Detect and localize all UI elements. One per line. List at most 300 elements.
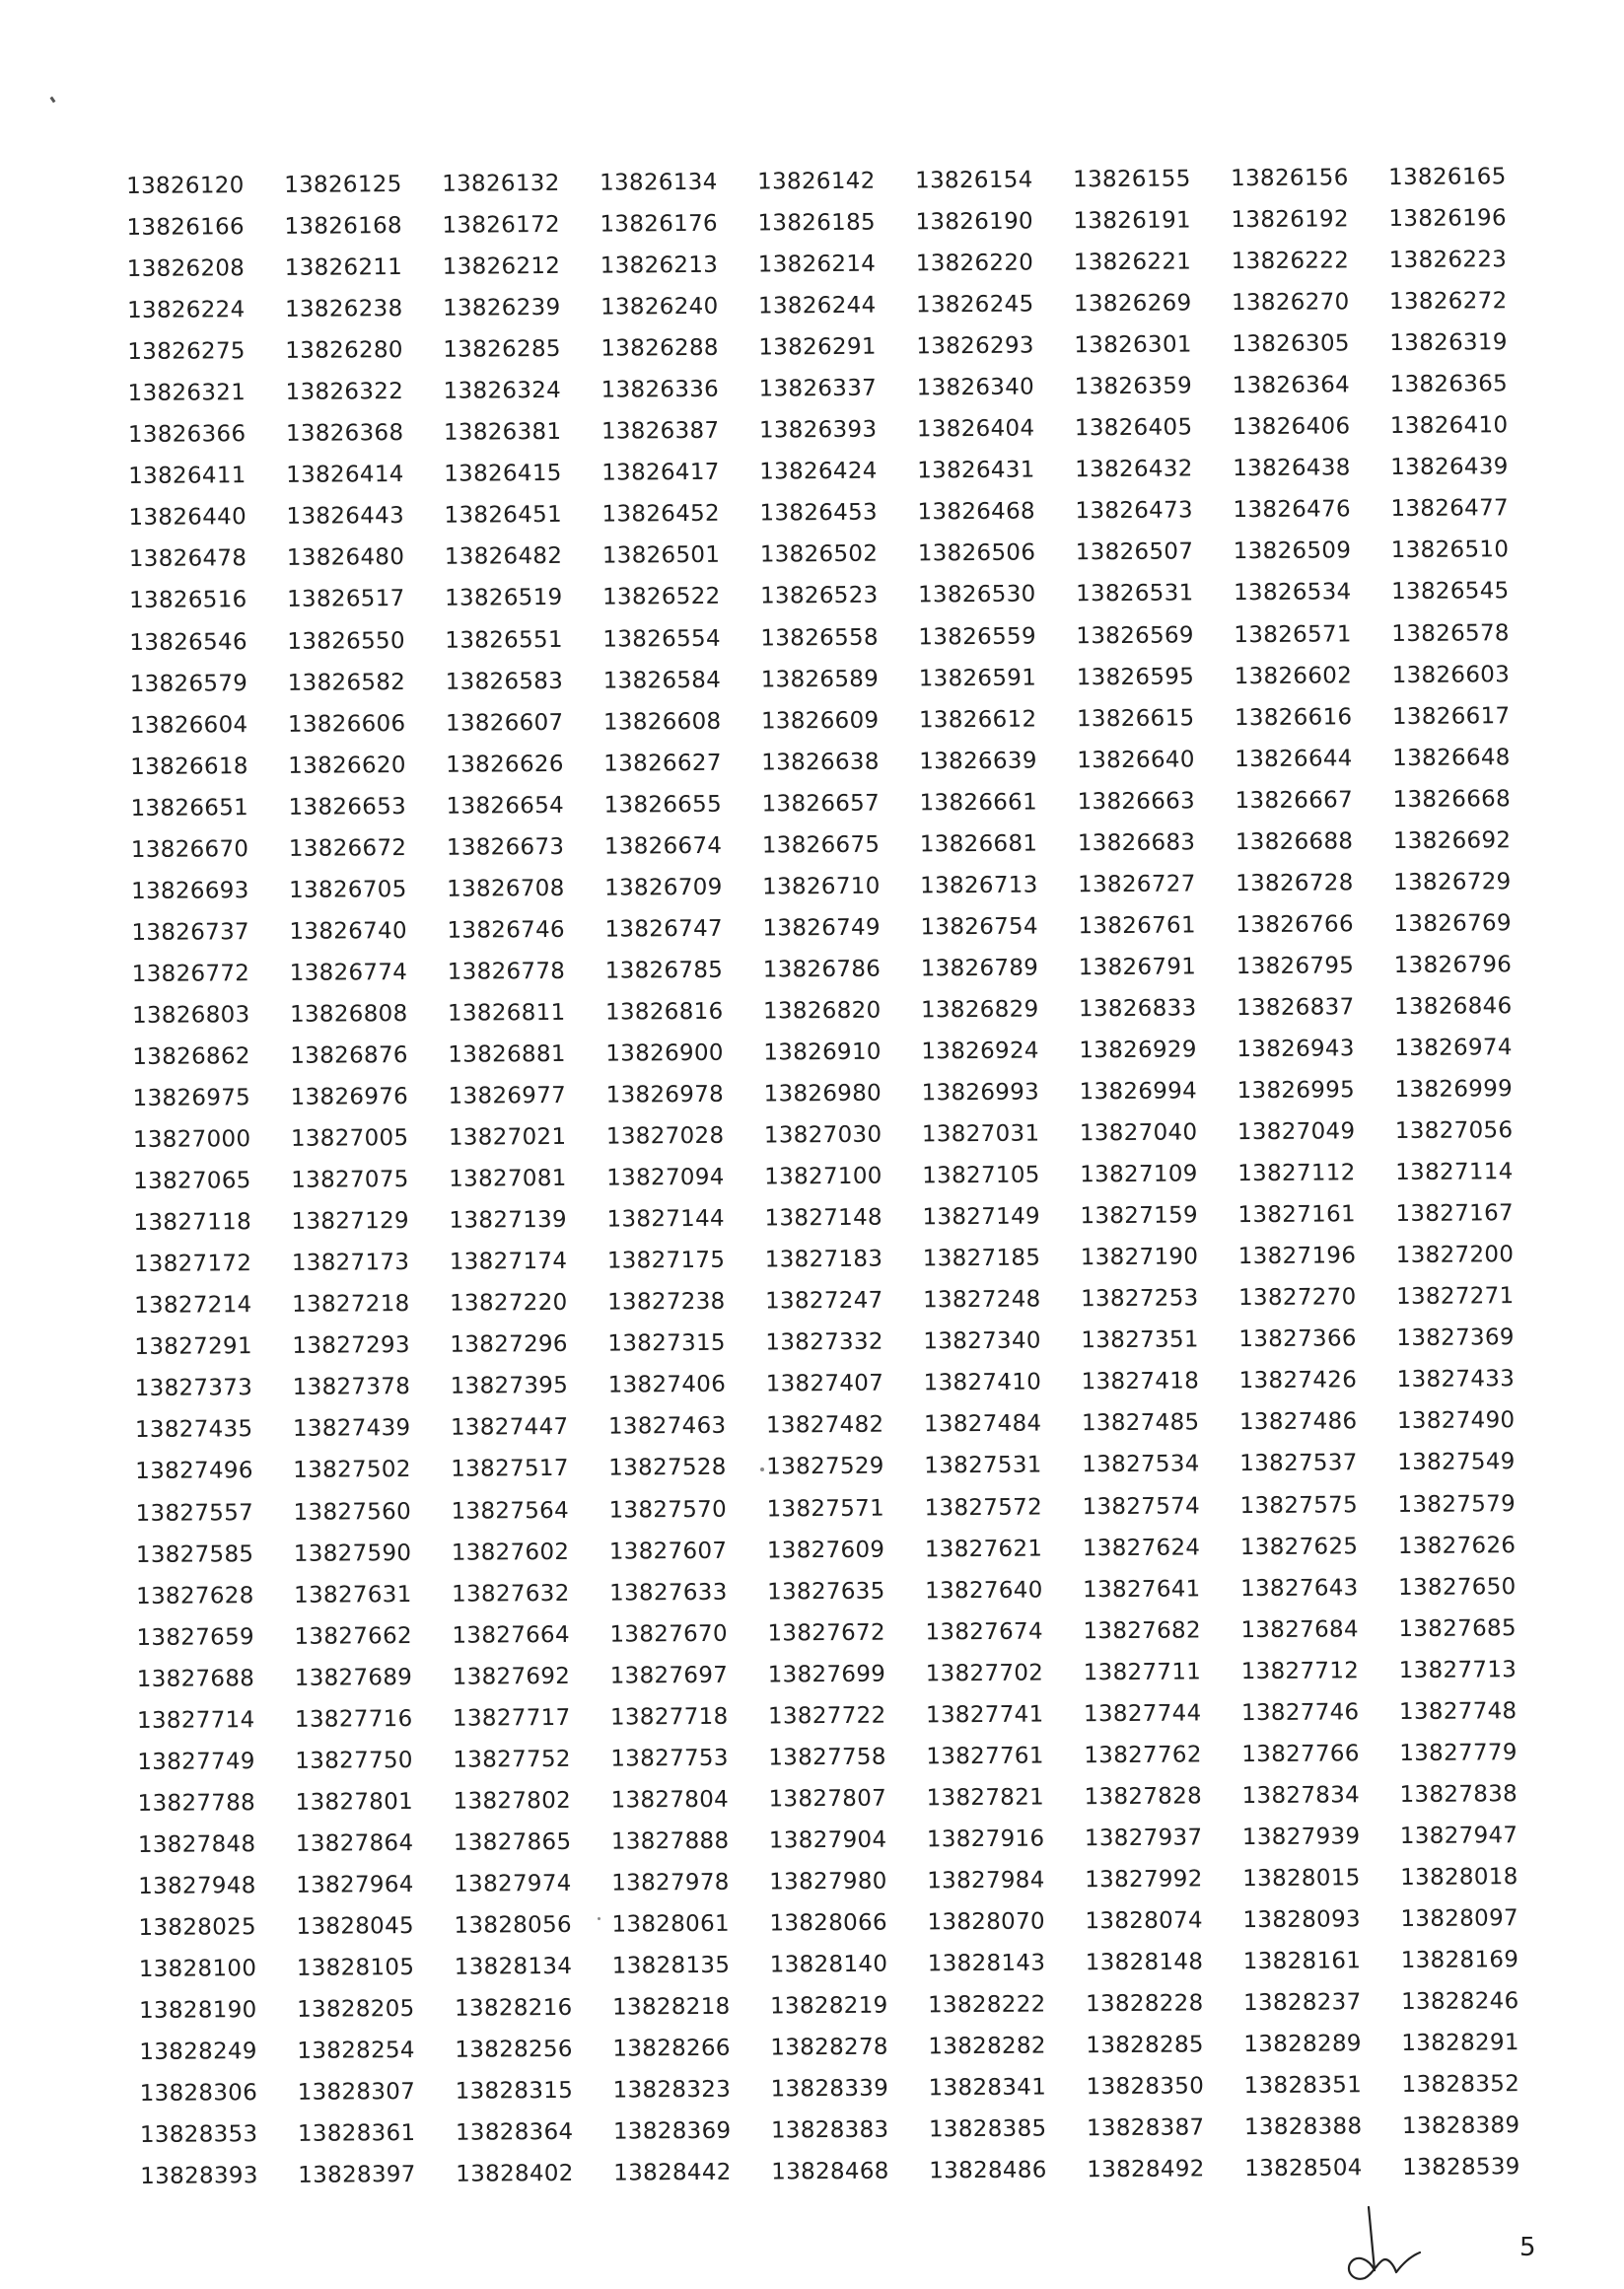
table-cell: 13826272: [1388, 288, 1508, 316]
table-cell: 13826648: [1392, 744, 1511, 771]
table-cell: 13827161: [1237, 1201, 1357, 1229]
table-cell: 13826785: [604, 957, 724, 984]
table-cell: 13827621: [924, 1536, 1043, 1562]
table-cell: 13827270: [1237, 1284, 1357, 1312]
table-cell: 13827490: [1396, 1407, 1516, 1435]
scan-speck: [598, 1917, 600, 1920]
table-cell: 13827439: [292, 1415, 411, 1443]
table-cell: 13828383: [770, 2116, 889, 2144]
table-cell: 13826208: [126, 255, 246, 283]
table-cell: 13826406: [1232, 413, 1351, 441]
table-cell: 13826510: [1390, 536, 1510, 564]
table-cell: 13827650: [1398, 1573, 1517, 1601]
table-cell: 13826190: [915, 208, 1033, 236]
table-cell: 13826811: [447, 999, 566, 1027]
table-cell: 13827664: [452, 1621, 570, 1649]
table-cell: 13826240: [600, 293, 719, 321]
table-cell: 13828341: [928, 2074, 1047, 2102]
table-cell: 13827948: [138, 1873, 256, 1899]
table-cell: 13826280: [285, 337, 403, 365]
table-cell: 13827717: [452, 1704, 571, 1732]
table-cell: 13826431: [917, 457, 1035, 484]
table-cell: 13827105: [922, 1162, 1040, 1189]
table-cell: 13826473: [1075, 497, 1194, 525]
table-cell: 13826975: [132, 1085, 251, 1112]
table-cell: 13827888: [610, 1827, 730, 1855]
table-cell: 13827748: [1398, 1697, 1518, 1725]
signature-mark: [1311, 2199, 1440, 2289]
table-cell: 13827517: [451, 1456, 569, 1483]
table-cell: 13826269: [1073, 290, 1192, 318]
table-cell: 13827118: [133, 1209, 252, 1237]
table-cell: 13826663: [1077, 788, 1196, 816]
table-cell: 13826640: [1077, 747, 1195, 773]
table-cell: 13827426: [1238, 1367, 1358, 1395]
table-cell: 13826417: [601, 460, 720, 486]
scan-mark: [50, 97, 56, 104]
table-cell: 13826337: [758, 375, 878, 402]
table-cell: 13828056: [454, 1911, 573, 1939]
table-cell: 13828074: [1085, 1907, 1204, 1935]
table-cell: 13826134: [600, 169, 718, 196]
table-cell: 13827406: [607, 1372, 727, 1398]
table-cell: 13826651: [130, 794, 249, 822]
table-cell: 13827575: [1239, 1491, 1359, 1519]
table-cell: 13826582: [287, 669, 406, 696]
table-cell: 13827631: [294, 1581, 412, 1609]
table-cell: 13827762: [1084, 1742, 1202, 1769]
table-cell: 13827804: [610, 1786, 730, 1814]
table-cell: 13826558: [760, 624, 879, 652]
table-cell: 13826415: [444, 461, 562, 488]
table-cell: 13826245: [915, 291, 1034, 319]
table-cell: 13827662: [294, 1622, 412, 1650]
table-cell: 13828100: [138, 1956, 257, 1982]
table-cell: 13827712: [1240, 1658, 1360, 1684]
table-cell: 13827641: [1083, 1576, 1201, 1603]
table-cell: 13826616: [1234, 703, 1353, 731]
table-cell: 13826688: [1235, 828, 1354, 855]
table-cell: 13827766: [1241, 1741, 1360, 1767]
table-cell: 13826125: [284, 172, 402, 198]
table-cell: 13826808: [289, 1000, 408, 1028]
table-cell: 13826993: [921, 1079, 1040, 1107]
table-cell: 13826603: [1391, 661, 1511, 688]
table-cell: 13826554: [602, 625, 721, 653]
table-cell: 13828205: [296, 1996, 415, 2023]
table-cell: 13826559: [918, 623, 1036, 650]
table-cell: 13827114: [1395, 1159, 1514, 1186]
table-cell: 13826607: [445, 709, 564, 737]
table-cell: 13827185: [922, 1245, 1041, 1272]
table-cell: 13827685: [1398, 1614, 1517, 1642]
table-cell: 13826977: [448, 1082, 567, 1109]
table-cell: 13826929: [1079, 1037, 1197, 1064]
table-cell: 13826439: [1390, 454, 1509, 481]
table-cell: 13827291: [134, 1333, 252, 1361]
table-cell: 13828070: [927, 1908, 1046, 1936]
table-cell: 13826881: [448, 1040, 566, 1068]
table-cell: 13827741: [925, 1701, 1044, 1729]
table-cell: 13828315: [455, 2078, 574, 2105]
table-cell: 13827939: [1241, 1824, 1361, 1851]
table-cell: 13826393: [758, 416, 878, 444]
table-cell: 13828169: [1400, 1947, 1519, 1974]
table-cell: 13826900: [605, 1039, 724, 1067]
table-cell: 13826507: [1075, 538, 1194, 566]
table-cell: 13826404: [916, 415, 1035, 443]
table-cell: 13828307: [297, 2079, 416, 2107]
table-cell: 13826924: [921, 1037, 1039, 1065]
table-cell: 13826766: [1236, 911, 1354, 939]
table-cell: 13827529: [766, 1454, 884, 1480]
table-cell: 13827801: [295, 1788, 414, 1816]
table-cell: 13826778: [447, 958, 566, 985]
table-cell: 13826595: [1076, 664, 1195, 690]
table-cell: 13827746: [1240, 1699, 1360, 1726]
table-cell: 13826837: [1236, 994, 1355, 1022]
table-cell: 13828093: [1242, 1906, 1362, 1934]
table-cell: 13828222: [927, 1991, 1046, 2019]
table-cell: 13827056: [1394, 1117, 1514, 1145]
table-cell: 13826453: [759, 500, 879, 527]
table-cell: 13827834: [1241, 1782, 1361, 1809]
table-cell: 13827167: [1395, 1200, 1515, 1228]
table-cell: 13828289: [1243, 2031, 1362, 2058]
table-cell: 13826862: [132, 1043, 250, 1070]
table-cell: 13826214: [757, 250, 877, 278]
table-cell: 13828246: [1400, 1988, 1519, 2016]
table-cell: 13826516: [128, 587, 247, 614]
table-cell: 13828066: [769, 1909, 888, 1937]
table-cell: 13827435: [134, 1416, 253, 1444]
table-cell: 13828402: [456, 2161, 574, 2187]
table-cell: 13826424: [759, 459, 878, 485]
table-cell: 13826705: [289, 876, 407, 903]
table-cell: 13827560: [293, 1498, 412, 1526]
table-cell: 13828061: [611, 1910, 731, 1938]
table-cell: 13827688: [136, 1665, 255, 1692]
table-cell: 13826223: [1388, 247, 1508, 274]
table-cell: 13826670: [130, 835, 249, 863]
table-cell: 13828105: [296, 1955, 415, 1981]
table-cell: 13826443: [286, 503, 405, 531]
table-cell: 13828134: [454, 1953, 573, 1980]
table-cell: 13827585: [135, 1540, 254, 1568]
table-cell: 13827144: [606, 1205, 726, 1233]
table-cell: 13828140: [769, 1951, 888, 1978]
table-cell: 13826816: [604, 998, 724, 1026]
table-cell: 13826639: [919, 748, 1037, 775]
table-cell: 13827369: [1396, 1324, 1515, 1352]
table-cell: 13826674: [603, 832, 723, 860]
table-cell: 13828266: [612, 2035, 731, 2062]
table-cell: 13826502: [759, 541, 879, 568]
table-cell: 13827632: [452, 1580, 570, 1608]
table-cell: 13827557: [135, 1499, 254, 1527]
table-cell: 13826803: [131, 1002, 250, 1029]
table-cell: 13826761: [1078, 912, 1196, 940]
table-cell: 13826727: [1078, 871, 1196, 898]
table-cell: 13827609: [766, 1537, 885, 1564]
table-cell: 13826754: [920, 913, 1038, 941]
table-cell: 13827713: [1398, 1656, 1518, 1683]
table-cell: 13827196: [1237, 1243, 1357, 1270]
table-cell: 13827528: [608, 1455, 727, 1482]
table-cell: 13827590: [293, 1539, 412, 1567]
table-cell: 13827807: [768, 1785, 887, 1813]
table-cell: 13826796: [1393, 952, 1513, 978]
table-cell: 13827315: [607, 1330, 726, 1357]
table-cell: 13827549: [1397, 1449, 1516, 1476]
table-cell: 13828385: [928, 2115, 1047, 2143]
table-cell: 13826305: [1232, 330, 1350, 358]
table-cell: 13827711: [1083, 1659, 1202, 1685]
table-cell: 13827040: [1079, 1119, 1198, 1147]
table-cell: 13828387: [1086, 2114, 1205, 2142]
table-cell: 13826627: [603, 750, 722, 777]
table-cell: 13827005: [290, 1125, 409, 1152]
table-cell: 13827674: [925, 1618, 1043, 1646]
table-cell: 13826132: [442, 170, 560, 197]
table-cell: 13826438: [1233, 455, 1351, 482]
table-cell: 13826976: [290, 1084, 409, 1110]
table-cell: 13827238: [606, 1289, 726, 1316]
table-cell: 13827175: [606, 1248, 726, 1274]
table-cell: 13826154: [915, 167, 1033, 194]
number-table: [126, 156, 1560, 2197]
table-cell: 13826166: [126, 214, 245, 242]
table-cell: 13826713: [920, 872, 1038, 899]
table-cell: 13827049: [1236, 1118, 1356, 1146]
table-row: [140, 2146, 1560, 2197]
table-cell: 13827148: [764, 1204, 883, 1232]
table-cell: 13826747: [604, 915, 723, 943]
table-cell: 13827100: [764, 1163, 883, 1190]
table-cell: 13828442: [613, 2160, 732, 2186]
table-cell: 13826238: [284, 296, 403, 323]
table-cell: 13827692: [452, 1663, 571, 1690]
table-cell: 13827607: [608, 1538, 728, 1565]
table-cell: 13827916: [926, 1825, 1045, 1853]
table-cell: 13826142: [757, 168, 876, 195]
table-cell: 13827112: [1237, 1160, 1356, 1187]
table-cell: 13826293: [916, 332, 1034, 360]
table-cell: 13827065: [133, 1168, 251, 1195]
table-cell: 13827021: [448, 1124, 567, 1151]
table-cell: 13826786: [762, 956, 882, 983]
page-number: 5: [1519, 2233, 1536, 2262]
table-cell: 13827980: [769, 1868, 887, 1896]
table-cell: 13826440: [128, 504, 247, 532]
table-cell: 13827173: [291, 1250, 410, 1277]
table-cell: 13827752: [453, 1746, 571, 1773]
table-cell: 13827602: [451, 1538, 570, 1566]
table-cell: 13827659: [136, 1623, 254, 1651]
table-cell: 13827579: [1397, 1490, 1517, 1518]
table-cell: 13826974: [1394, 1035, 1513, 1062]
table-cell: 13826644: [1235, 746, 1353, 772]
table-cell: 13827628: [136, 1582, 254, 1609]
table-cell: 13826668: [1392, 785, 1512, 813]
table-cell: 13826681: [919, 830, 1038, 858]
table-cell: 13826943: [1236, 1036, 1355, 1063]
table-cell: 13828388: [1243, 2113, 1363, 2141]
table-cell: 13826301: [1074, 331, 1192, 359]
table-cell: 13826221: [1073, 249, 1192, 276]
table-cell: 13828216: [454, 1994, 573, 2022]
table-cell: 13826451: [444, 502, 563, 530]
table-cell: 13826501: [601, 542, 721, 570]
table-cell: 13827463: [607, 1413, 727, 1441]
table-cell: 13827684: [1240, 1615, 1359, 1643]
table-cell: 13826405: [1074, 414, 1193, 442]
table-cell: 13828161: [1242, 1948, 1362, 1975]
table-cell: 13827028: [605, 1122, 725, 1150]
table-cell: 13826708: [447, 875, 565, 902]
table-cell: 13827718: [609, 1703, 729, 1731]
table-cell: 13827486: [1238, 1408, 1358, 1436]
table-cell: 13827139: [449, 1207, 568, 1234]
table-cell: 13826275: [127, 338, 246, 366]
table-cell: 13828256: [455, 2037, 573, 2063]
table-cell: 13827699: [767, 1661, 886, 1688]
table-cell: 13826709: [604, 874, 723, 901]
table-cell: 13827714: [136, 1706, 255, 1734]
table-cell: 13827537: [1239, 1450, 1358, 1477]
table-cell: 13826846: [1393, 993, 1513, 1020]
table-cell: 13826655: [603, 791, 723, 819]
table-cell: 13826336: [600, 377, 720, 403]
table-cell: 13827626: [1397, 1532, 1517, 1559]
table-cell: 13828393: [140, 2163, 258, 2190]
table-cell: 13827753: [610, 1745, 729, 1772]
table-cell: 13827271: [1395, 1283, 1515, 1311]
table-cell: 13826729: [1393, 869, 1512, 895]
table-cell: 13826769: [1393, 910, 1512, 937]
table-cell: 13826710: [762, 873, 881, 900]
table-cell: 13826192: [1231, 206, 1349, 234]
table-cell: 13826589: [760, 666, 880, 693]
table-cell: 13826244: [757, 292, 877, 320]
table-cell: 13827761: [926, 1743, 1044, 1770]
table-cell: 13826478: [128, 545, 247, 573]
table-cell: 13827200: [1395, 1242, 1515, 1269]
table-cell: 13826381: [443, 419, 562, 447]
table-cell: 13826519: [444, 585, 563, 612]
table-cell: 13827640: [925, 1577, 1043, 1604]
table-cell: 13826571: [1234, 620, 1352, 648]
table-cell: 13826509: [1233, 537, 1352, 565]
table-cell: 13826583: [445, 668, 564, 695]
table-cell: 13826653: [288, 793, 407, 821]
table-cell: 13826789: [920, 955, 1039, 982]
table-cell: 13828397: [298, 2162, 416, 2189]
table-cell: 13827534: [1082, 1451, 1200, 1478]
table-cell: 13826591: [918, 665, 1037, 691]
table-cell: 13828025: [138, 1914, 257, 1941]
table-cell: 13826482: [444, 543, 563, 571]
table-cell: 13826820: [762, 997, 882, 1025]
table-cell: 13826615: [1076, 705, 1195, 732]
table-cell: 13827974: [454, 1870, 572, 1897]
table-cell: 13827682: [1083, 1617, 1201, 1644]
table-cell: 13826414: [286, 462, 404, 489]
table-cell: 13827992: [1085, 1866, 1203, 1894]
table-cell: 13826120: [126, 173, 245, 200]
table-cell: 13826795: [1236, 953, 1355, 980]
table-cell: 13826168: [284, 213, 402, 240]
table-cell: 13827838: [1399, 1781, 1518, 1808]
scan-speck: [760, 1467, 764, 1471]
table-cell: 13827149: [922, 1203, 1041, 1231]
table-cell: 13827572: [924, 1494, 1043, 1521]
table-cell: 13827373: [134, 1375, 253, 1402]
table-cell: 13826285: [443, 336, 561, 363]
table-cell: 13826604: [129, 711, 248, 739]
table-cell: 13828339: [770, 2075, 889, 2103]
table-cell: 13827484: [923, 1410, 1042, 1438]
table-cell: 13826980: [763, 1080, 883, 1108]
table-cell: 13827030: [763, 1121, 883, 1149]
table-cell: 13827865: [453, 1828, 572, 1856]
table-cell: 13826176: [600, 210, 718, 238]
table-cell: 13826667: [1235, 787, 1354, 814]
table-cell: 13827624: [1082, 1534, 1201, 1561]
table-cell: 13827502: [293, 1457, 411, 1484]
table-cell: 13827802: [453, 1787, 572, 1815]
table-cell: 13826675: [761, 831, 881, 859]
table-cell: 13827183: [764, 1246, 883, 1273]
table-cell: 13827253: [1080, 1285, 1199, 1313]
table-cell: 13828148: [1085, 1949, 1204, 1976]
table-cell: 13827395: [450, 1373, 569, 1400]
table-cell: 13827937: [1084, 1824, 1203, 1852]
table-cell: 13827670: [609, 1620, 728, 1648]
table-cell: 13828291: [1401, 2030, 1519, 2057]
table-cell: 13828254: [297, 2038, 415, 2064]
table-cell: 13826476: [1233, 496, 1352, 524]
table-cell: 13827248: [922, 1286, 1041, 1314]
table-cell: 13826213: [600, 251, 719, 279]
table-cell: 13826319: [1389, 329, 1508, 357]
table-cell: 13827947: [1399, 1823, 1518, 1849]
table-cell: 13827031: [921, 1120, 1040, 1148]
table-cell: 13826617: [1391, 702, 1511, 730]
table-cell: 13826692: [1392, 826, 1512, 854]
table-cell: 13826468: [917, 498, 1036, 526]
table-cell: 13828353: [139, 2121, 258, 2149]
table-cell: 13826506: [917, 540, 1036, 567]
table-cell: 13828018: [1400, 1864, 1518, 1891]
table-cell: 13826728: [1236, 870, 1354, 896]
table-cell: 13826322: [285, 379, 404, 406]
table-cell: 13828323: [612, 2076, 732, 2104]
table-cell: 13826569: [1076, 621, 1194, 649]
table-cell: 13827447: [450, 1414, 569, 1442]
table-cell: 13828135: [611, 1952, 731, 1979]
table-cell: 13827788: [137, 1789, 256, 1817]
table-cell: 13827247: [764, 1287, 883, 1315]
table-cell: 13828389: [1401, 2112, 1520, 2140]
table-cell: 13828097: [1400, 1905, 1519, 1933]
table-cell: 13827172: [133, 1251, 252, 1278]
table-cell: 13826211: [284, 254, 403, 281]
table-cell: 13827779: [1399, 1739, 1518, 1766]
table-cell: 13827410: [923, 1369, 1042, 1396]
table-cell: 13827570: [608, 1496, 728, 1524]
table-cell: 13826410: [1389, 412, 1509, 440]
